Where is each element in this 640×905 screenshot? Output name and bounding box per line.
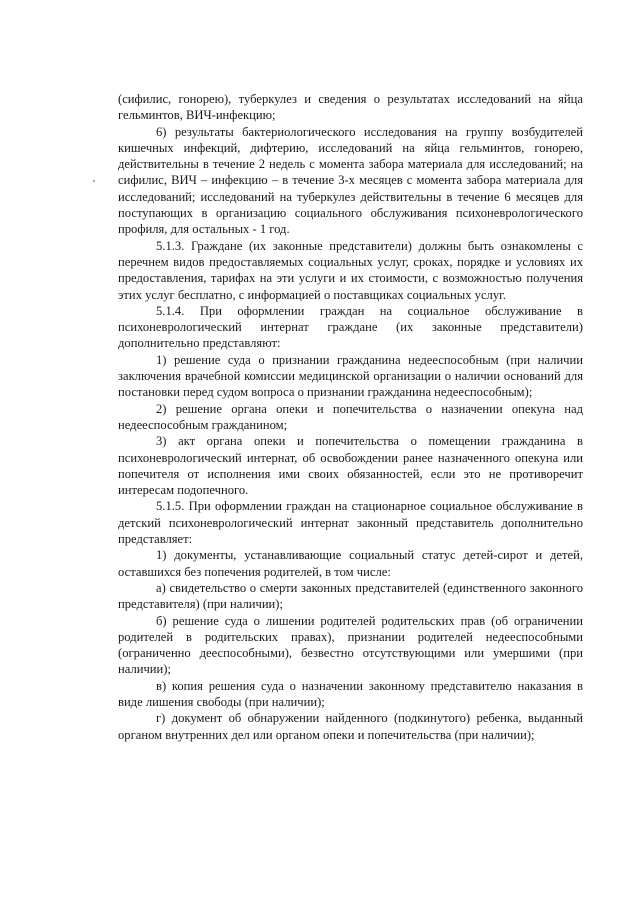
- paragraph-5-1-4-item-1: 1) решение суда о признании гражданина недееспособным (при наличии заключения врачебной комиссии медицинской организации о наличии оснований для постановки перед судом вопроса о признании гражданина недееспособным);: [118, 352, 583, 400]
- paragraph-continuation: (сифилис, гонорею), туберкулез и сведения о результатах исследований на яйца гельминтов, ВИЧ-инфекцию;: [118, 92, 583, 123]
- paragraph-5-1-4-item-3: 3) акт органа опеки и попечительства о помещении гражданина в психоневрологический интернат, об освобождении ранее назначенного опекуна или попечителя от исполнения ими своих обязанностей, если это не противоречит интересам подопечного.: [118, 434, 583, 498]
- paragraph-5-1-4: 5.1.4. При оформлении граждан на социальное обслуживание в психоневрологический интернат граждане (их законные представители) дополнительно представляют:: [118, 303, 583, 351]
- paragraph-subitem-a: а) свидетельство о смерти законных представителей (единственного законного представителя) (при наличии);: [118, 580, 583, 612]
- paragraph-subitem-g: г) документ об обнаружении найденного (подкинутого) ребенка, выданный органом внутренних дел или органом опеки и попечительства (при наличии);: [118, 711, 583, 742]
- document-body: [118, 91, 583, 743]
- paragraph-item-6: 6) результаты бактериологического исследования на группу возбудителей кишечных инфекций, дифтерию, исследований на яйца гельминтов, гонорею, действительны в течение 2 недель с момента забора материала для исследований; на сифилис, ВИЧ – инфекцию – в течение 3-х месяцев с момента забора материала для исследований; исследований на туберкулез действительны в течение 6 месяцев для поступающих в организацию социального обслуживания психоневрологического профиля, для остальных - 1 год.: [118, 124, 583, 237]
- paragraph-5-1-5: 5.1.5. При оформлении граждан на стационарное социальное обслуживание в детский психоневрологический интернат законный представитель дополнительно представляет:: [118, 499, 583, 547]
- paragraph-5-1-3: 5.1.3. Граждане (их законные представители) должны быть ознакомлены с перечнем видов предоставляемых социальных услуг, сроках, порядке и условиях их предоставления, тарифах на эти услуги и их стоимости, с возможностью получения этих услуг бесплатно, с информацией о поставщиках социальных услуг.: [118, 238, 583, 302]
- paragraph-5-1-5-item-1: 1) документы, устанавливающие социальный статус детей-сирот и детей, оставшихся без попечения родителей, в том числе:: [118, 548, 583, 579]
- paragraph-subitem-v: в) копия решения суда о назначении законному представителю наказания в виде лишения свободы (при наличии);: [118, 678, 583, 709]
- paragraph-subitem-b: б) решение суда о лишении родителей родительских прав (об ограничении родителей в родительских правах), признании родителей недееспособными (ограниченно дееспособными), безвестно отсутствующими или умершими (при наличии);: [118, 613, 583, 677]
- scan-speck: [93, 180, 95, 182]
- paragraph-5-1-4-item-2: 2) решение органа опеки и попечительства о назначении опекуна над недееспособным гражданином;: [118, 401, 583, 432]
